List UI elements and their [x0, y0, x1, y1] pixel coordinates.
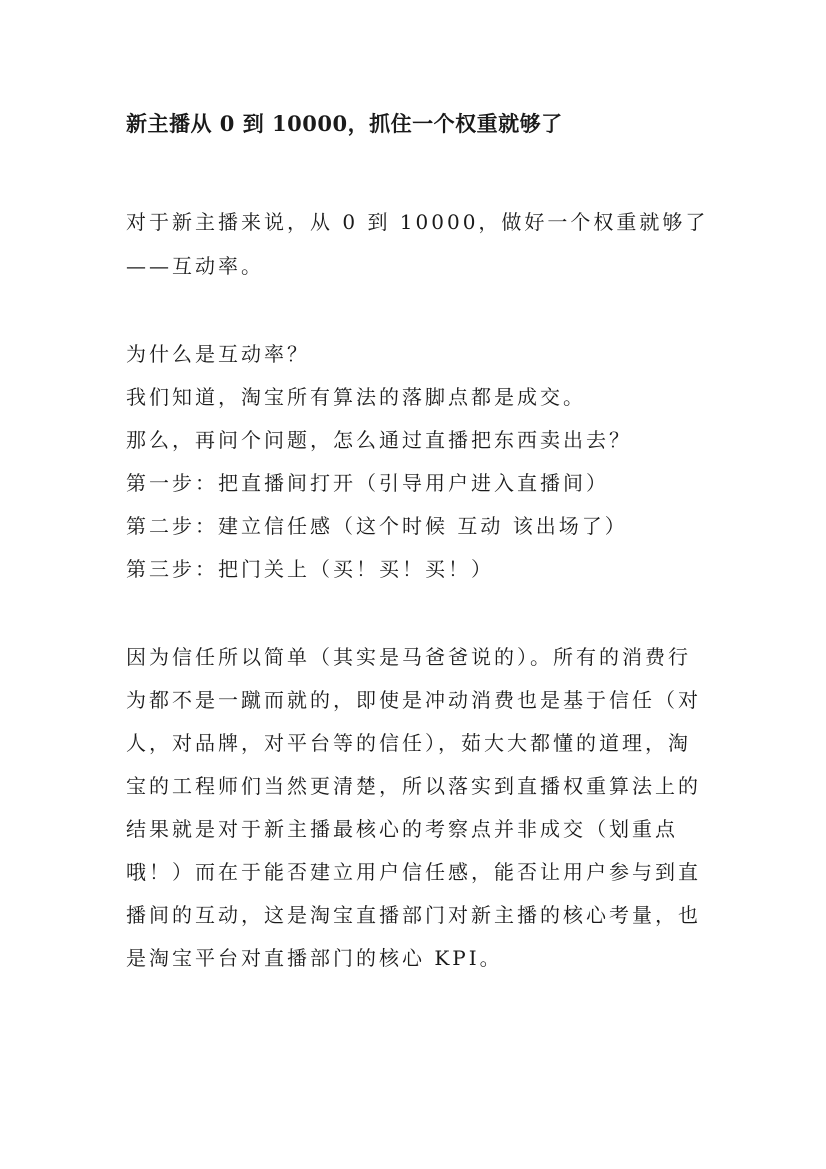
step-three: 第三步：把门关上（买！买！买！）: [126, 557, 494, 581]
paragraph-line: 结果就是对于新主播最核心的考察点并非成交（划重点: [126, 817, 678, 841]
intro-line-2: ——互动率。: [126, 254, 264, 278]
paragraph-line: 是淘宝平台对直播部门的核心 KPI。: [126, 946, 503, 970]
paragraph-line: 宝的工程师们当然更清楚，所以落实到直播权重算法上的: [126, 774, 701, 798]
intro-line-1: 对于新主播来说，从 0 到 10000，做好一个权重就够了: [126, 210, 709, 234]
paragraph-line: 因为信任所以简单（其实是马爸爸说的）。所有的消费行: [126, 645, 691, 669]
paragraph-line: 播间的互动，这是淘宝直播部门对新主播的核心考量，也: [126, 903, 701, 927]
step-one: 第一步：把直播间打开（引导用户进入直播间）: [126, 471, 609, 495]
document-title: 新主播从 0 到 10000，抓住一个权重就够了: [126, 111, 563, 136]
paragraph-line: 人，对品牌，对平台等的信任），茹大大都懂的道理，淘: [126, 731, 691, 755]
section-question: 为什么是互动率？: [126, 342, 310, 366]
paragraph-line: 为都不是一蹴而就的，即使是冲动消费也是基于信任（对: [126, 688, 701, 712]
section-line-3: 那么，再问个问题，怎么通过直播把东西卖出去？: [126, 428, 632, 452]
paragraph-line: 哦！）而在于能否建立用户信任感，能否让用户参与到直: [126, 860, 701, 884]
section-line-2: 我们知道，淘宝所有算法的落脚点都是成交。: [126, 385, 586, 409]
step-two: 第二步：建立信任感（这个时候 互动 该出场了）: [126, 514, 628, 538]
